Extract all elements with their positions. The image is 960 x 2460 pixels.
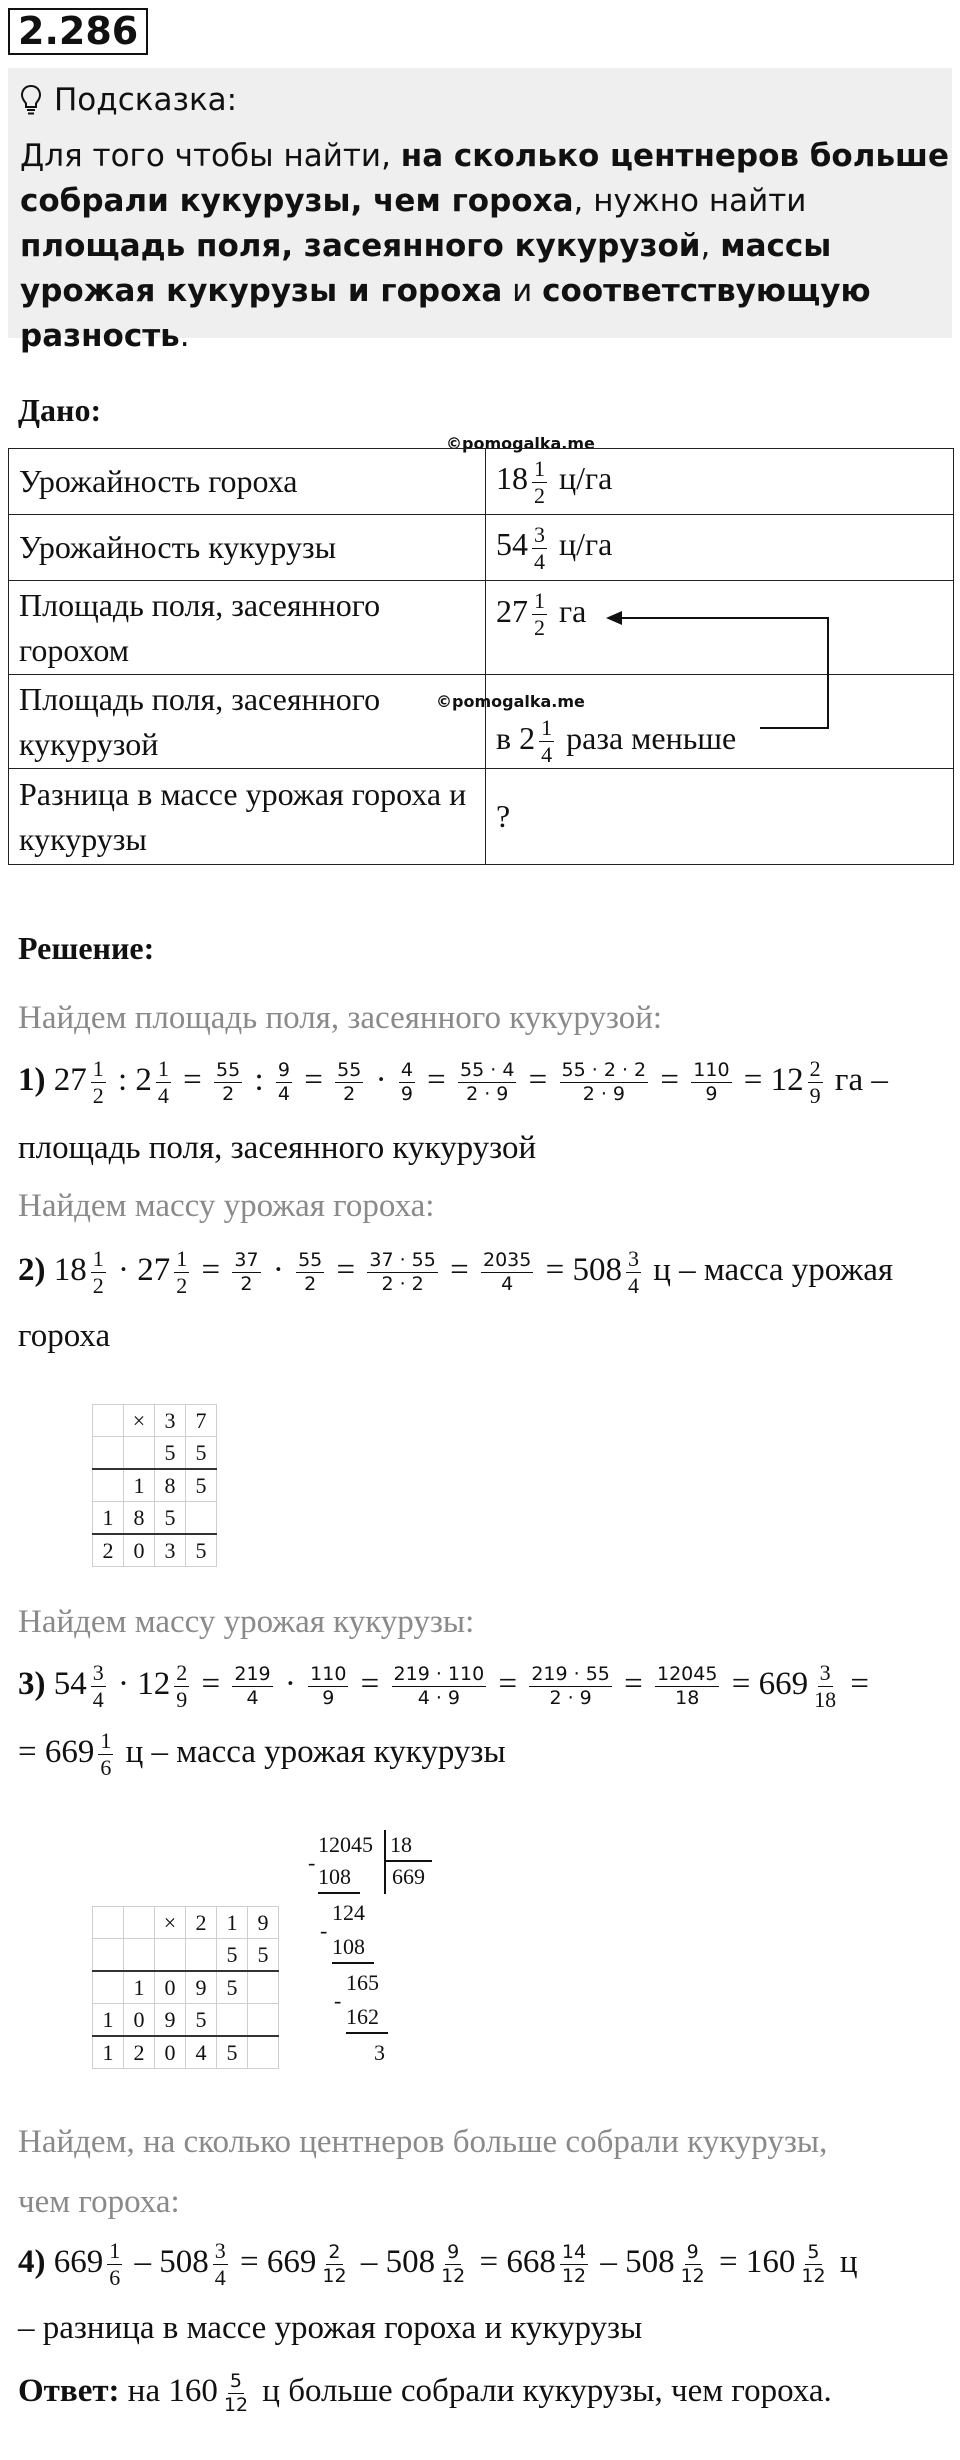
grid-cell: 5 — [155, 1502, 186, 1535]
grid-cell: × — [124, 1405, 155, 1437]
hint-part-bold: площадь поля, засеянного кукурузой — [20, 228, 701, 264]
step1-note: площадь поля, засеянного кукурузой — [18, 1130, 537, 1166]
grid-cell: 8 — [155, 1469, 186, 1502]
grid-row — [93, 1469, 217, 1502]
grid-cell: 1 — [124, 1469, 155, 1502]
hint-part-bold: на сколько центнеров больше собрали кукурузы, чем гороха — [20, 138, 949, 219]
solution-heading: Решение: — [18, 930, 155, 966]
step4-intro-2: чем гороха: — [18, 2184, 180, 2220]
step3-intro: Найдем массу урожая кукурузы: — [18, 1604, 475, 1640]
grid-cell — [217, 2004, 248, 2037]
given-label: Урожайность кукурузы — [9, 515, 486, 581]
grid-row — [93, 1534, 217, 1567]
given-label: Площадь поля, засеянного кукурузой — [9, 675, 486, 769]
division-divisor: 18 — [390, 1832, 412, 1857]
hint-part: Для того чтобы найти, — [20, 138, 401, 174]
hint-part-bold: соответствующую разность — [20, 273, 871, 354]
hint-title — [20, 82, 237, 118]
grid-cell: 1 — [93, 2036, 124, 2069]
grid-row — [93, 2004, 279, 2037]
grid-cell: 5 — [217, 2036, 248, 2069]
step1-expression: 1) 27 $\frac{1}{2}$ : 2 $\frac{1}{4}$ = $\frac{55}{2}$ : $\frac{9}{4}$ = $\frac{55}{2}$ · $\frac{4}{9}$ = $\frac{55 \cdot 4}{2 \cdot 9}$ = $\frac{55 \cdot 2 \cdot 2}{2 \cdot 9}$ = $\frac{110}{9}$ = 12 $\frac{2}{9}$ га – — [18, 1056, 888, 1108]
grid-cell — [124, 1437, 155, 1470]
grid-cell: 2 — [93, 1534, 124, 1567]
grid-cell: 3 — [155, 1405, 186, 1437]
given-row — [9, 449, 954, 515]
grid-cell: 2 — [124, 2036, 155, 2069]
given-label: Урожайность гороха — [9, 449, 486, 515]
grid-cell: 5 — [186, 2004, 217, 2037]
grid-row — [93, 1939, 279, 1972]
grid-cell — [93, 1939, 124, 1972]
step3-result: = 669 $\frac{1}{6}$ ц – масса урожая кукурузы — [18, 1728, 506, 1780]
multiplication-37x55 — [92, 1404, 217, 1567]
grid-cell: 0 — [155, 1971, 186, 2004]
hint-part: , нужно найти — [573, 183, 807, 219]
grid-row — [93, 2036, 279, 2069]
hint-text — [20, 134, 950, 359]
grid-cell — [124, 1939, 155, 1972]
grid-cell: 7 — [186, 1405, 217, 1437]
hint-title-text: Подсказка: — [54, 82, 238, 118]
given-value: 54 $\frac{3}{4}$ ц/га — [486, 515, 954, 581]
grid-cell — [248, 1971, 279, 2004]
grid-cell: 1 — [93, 1502, 124, 1535]
relation-arrow — [600, 600, 840, 740]
given-value: 18 $\frac{1}{2}$ ц/га — [486, 449, 954, 515]
given-row — [9, 769, 954, 865]
grid-cell: 9 — [248, 1907, 279, 1939]
grid-cell: 5 — [248, 1939, 279, 1972]
grid-cell — [186, 1939, 217, 1972]
grid-cell: 5 — [186, 1437, 217, 1470]
hint-part: . — [179, 318, 190, 354]
step2-expression: 2) 18 $\frac{1}{2}$ · 27 $\frac{1}{2}$ = $\frac{37}{2}$ · $\frac{55}{2}$ = $\frac{37 \cdot 55}{2 \cdot 2}$ = $\frac{2035}{4}$ = 508 $\frac{3}{4}$ ц – масса урожая — [18, 1246, 894, 1298]
division-quotient: 669 — [392, 1864, 425, 1889]
step1-intro: Найдем площадь поля, засеянного кукурузой: — [18, 1000, 663, 1036]
given-label: Разница в массе урожая гороха и кукурузы — [9, 769, 486, 865]
grid-cell — [93, 1971, 124, 2004]
given-label: Площадь поля, засеянного горохом — [9, 581, 486, 675]
grid-cell — [155, 1939, 186, 1972]
hint-box — [8, 68, 952, 354]
grid-cell: 5 — [217, 1971, 248, 2004]
given-value: в 2 $\frac{1}{4}$ раза меньше — [486, 675, 954, 769]
grid-cell: 1 — [93, 2004, 124, 2037]
step4-expression: 4) 669 $\frac{1}{6}$ – 508 $\frac{3}{4}$ = 669 $\frac{2}{12}$ – 508 $\frac{9}{12}$ = 668 $\frac{14}{12}$ – 508 $\frac{9}{12}$ = 160 $\frac{5}{12}$ ц — [18, 2238, 858, 2290]
grid-cell: × — [155, 1907, 186, 1939]
watermark: ©pomogalka.me — [446, 434, 595, 453]
grid-cell: 3 — [155, 1534, 186, 1567]
grid-row — [93, 1907, 279, 1939]
grid-row — [93, 1502, 217, 1535]
given-row — [9, 515, 954, 581]
multiplication-219x55 — [92, 1906, 279, 2069]
grid-cell: 5 — [186, 1534, 217, 1567]
grid-cell: 0 — [155, 2036, 186, 2069]
grid-cell: 5 — [155, 1437, 186, 1470]
grid-cell — [93, 1405, 124, 1437]
grid-row — [93, 1405, 217, 1437]
grid-cell — [248, 2004, 279, 2037]
given-value: 27 $\frac{1}{2}$ га — [486, 581, 954, 675]
step3-expression: 3) 54 $\frac{3}{4}$ · 12 $\frac{2}{9}$ = $\frac{219}{4}$ · $\frac{110}{9}$ = $\frac{219 \cdot 110}{4 \cdot 9}$ = $\frac{219 \cdot 55}{2 \cdot 9}$ = $\frac{12045}{18}$ = 669 $\frac{3}{18}$ = — [18, 1660, 869, 1712]
lightbulb-icon — [20, 84, 42, 116]
given-heading: Дано: — [18, 392, 102, 428]
grid-cell: 0 — [124, 1534, 155, 1567]
hint-part: , — [700, 228, 721, 264]
grid-cell: 5 — [186, 1469, 217, 1502]
hint-part: и — [502, 273, 543, 309]
grid-cell: 8 — [124, 1502, 155, 1535]
hint-part-bold: массы урожая кукурузы и гороха — [20, 228, 832, 309]
grid-cell — [124, 1907, 155, 1939]
grid-cell: 4 — [186, 2036, 217, 2069]
grid-row — [93, 1437, 217, 1470]
grid-cell — [93, 1437, 124, 1470]
watermark: ©pomogalka.me — [436, 692, 585, 711]
division-bar — [384, 1830, 386, 1894]
step2-note: гороха — [18, 1318, 111, 1354]
task-number: 2.286 — [8, 8, 148, 55]
answer: Ответ: на 160 $\frac{5}{12}$ ц больше собрали кукурузы, чем гороха. — [18, 2370, 832, 2416]
grid-cell: 2 — [186, 1907, 217, 1939]
grid-cell: 5 — [217, 1939, 248, 1972]
grid-cell: 0 — [124, 2004, 155, 2037]
step2-intro: Найдем массу урожая гороха: — [18, 1188, 435, 1224]
grid-cell — [248, 2036, 279, 2069]
grid-row — [93, 1971, 279, 2004]
grid-cell: 9 — [155, 2004, 186, 2037]
grid-cell — [93, 1469, 124, 1502]
grid-cell — [93, 1907, 124, 1939]
grid-cell: 1 — [124, 1971, 155, 2004]
step4-note: – разница в массе урожая гороха и кукурузы — [18, 2310, 643, 2346]
step4-intro-1: Найдем, на сколько центнеров больше собрали кукурузы, — [18, 2124, 828, 2160]
division-dividend: 12045 — [318, 1832, 373, 1857]
grid-cell — [186, 1502, 217, 1535]
grid-cell: 9 — [186, 1971, 217, 2004]
given-value: ? — [486, 769, 954, 865]
grid-cell: 1 — [217, 1907, 248, 1939]
